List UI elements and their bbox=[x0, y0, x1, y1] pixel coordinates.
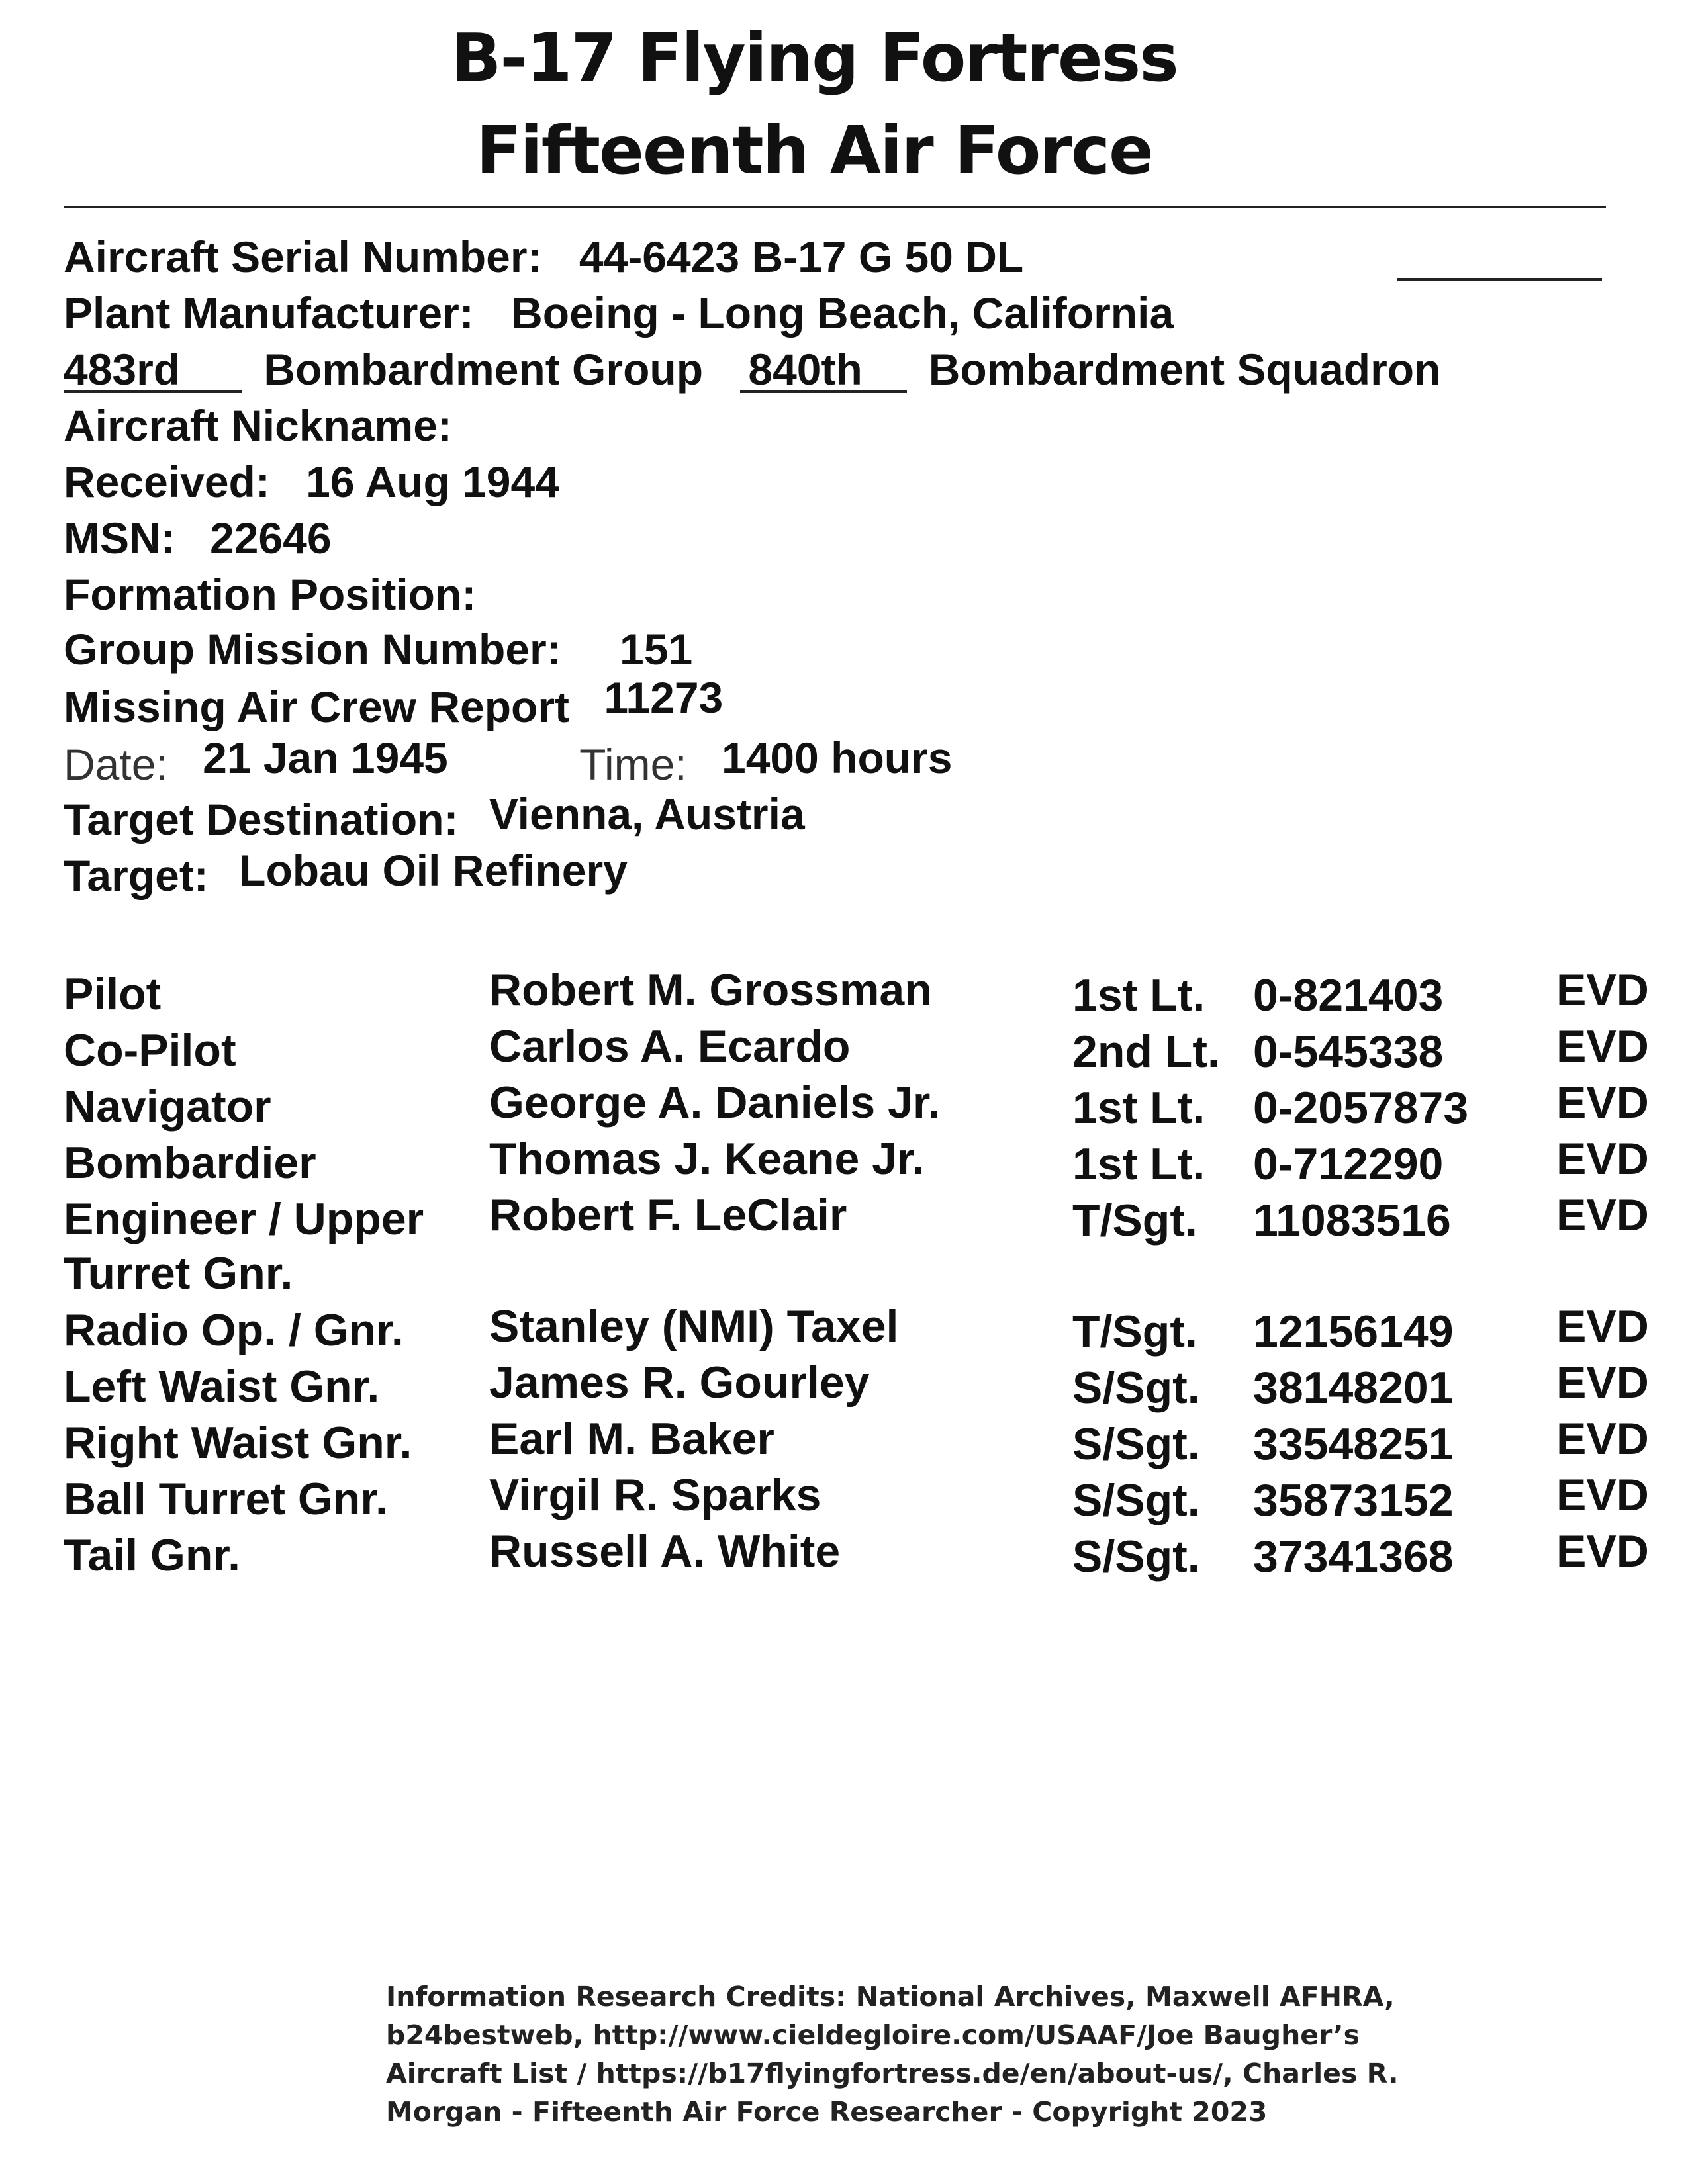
macr-value: 11273 bbox=[604, 673, 724, 722]
crew-name: Virgil R. Sparks bbox=[489, 1470, 821, 1520]
blank-underline bbox=[1397, 278, 1602, 281]
credits-line-4: Morgan - Fifteenth Air Force Researcher - Copyright 2023 bbox=[386, 2096, 1268, 2128]
time-label: Time: bbox=[579, 740, 687, 789]
target-label: Target: bbox=[64, 851, 209, 900]
time-value: 1400 hours bbox=[721, 733, 953, 782]
crew-status: EVD bbox=[1556, 1077, 1649, 1128]
crew-rank: T/Sgt. bbox=[1072, 1195, 1197, 1246]
crew-serial-number: 0-712290 bbox=[1253, 1139, 1444, 1189]
crew-status: EVD bbox=[1556, 1301, 1649, 1351]
crew-serial-number: 12156149 bbox=[1253, 1306, 1454, 1357]
crew-row bbox=[64, 1470, 1665, 1529]
crew-position: Left Waist Gnr. bbox=[64, 1361, 380, 1412]
crew-rank: T/Sgt. bbox=[1072, 1306, 1197, 1357]
date-time-row bbox=[64, 733, 953, 789]
squadron-value: 840th bbox=[740, 349, 907, 393]
crew-row bbox=[64, 1301, 1665, 1360]
crew-row bbox=[64, 1190, 1665, 1304]
crew-name: Carlos A. Ecardo bbox=[489, 1021, 851, 1071]
received-value: 16 Aug 1944 bbox=[306, 457, 559, 506]
crew-position: Tail Gnr. bbox=[64, 1530, 241, 1580]
crew-row bbox=[64, 1021, 1665, 1080]
group-row bbox=[64, 347, 1440, 393]
research-credits bbox=[386, 1978, 1399, 2131]
credits-line-3: Aircraft List / https://b17flyingfortress.de/en/about-us/, Charles R. bbox=[386, 2058, 1399, 2089]
received-row bbox=[64, 457, 559, 506]
crew-row bbox=[64, 965, 1665, 1024]
crew-serial-number: 0-2057873 bbox=[1253, 1083, 1469, 1133]
page-title-line-1: B-17 Flying Fortress bbox=[451, 19, 1178, 97]
crew-position: Ball Turret Gnr. bbox=[64, 1474, 388, 1524]
crew-rank: 1st Lt. bbox=[1072, 970, 1205, 1021]
date-value: 21 Jan 1945 bbox=[203, 733, 448, 782]
destination-row bbox=[64, 790, 805, 844]
date-label: Date: bbox=[64, 740, 168, 789]
crew-rank: 1st Lt. bbox=[1072, 1083, 1205, 1133]
crew-serial-number: 38148201 bbox=[1253, 1363, 1454, 1413]
crew-serial-number: 33548251 bbox=[1253, 1419, 1454, 1469]
crew-status: EVD bbox=[1556, 1470, 1649, 1520]
crew-status: EVD bbox=[1556, 1526, 1649, 1576]
serial-row bbox=[64, 232, 1024, 281]
nickname-label: Aircraft Nickname: bbox=[64, 401, 452, 450]
crew-position: Radio Op. / Gnr. bbox=[64, 1305, 404, 1355]
crew-name: Stanley (NMI) Taxel bbox=[489, 1301, 899, 1351]
destination-label: Target Destination: bbox=[64, 795, 459, 844]
crew-name: Robert F. LeClair bbox=[489, 1190, 847, 1240]
crew-name: Earl M. Baker bbox=[489, 1414, 774, 1464]
crew-name: James R. Gourley bbox=[489, 1357, 870, 1408]
credits-line-1: Information Research Credits: National Archives, Maxwell AFHRA, bbox=[386, 1981, 1395, 2013]
macr-label: Missing Air Crew Report bbox=[64, 682, 569, 731]
crew-row bbox=[64, 1526, 1665, 1585]
formation-label: Formation Position: bbox=[64, 570, 477, 619]
msn-value: 22646 bbox=[210, 514, 332, 563]
crew-position: Navigator bbox=[64, 1081, 271, 1132]
crew-roster bbox=[64, 965, 1665, 1585]
target-row bbox=[64, 846, 628, 900]
crew-position: Co-Pilot bbox=[64, 1025, 236, 1075]
crew-status: EVD bbox=[1556, 1357, 1649, 1408]
serial-value: 44-6423 B-17 G 50 DL bbox=[579, 232, 1024, 281]
crew-status: EVD bbox=[1556, 1134, 1649, 1184]
header-divider bbox=[64, 206, 1606, 208]
crew-rank: 1st Lt. bbox=[1072, 1139, 1205, 1189]
crew-position: Right Waist Gnr. bbox=[64, 1418, 412, 1468]
crew-name: Robert M. Grossman bbox=[489, 965, 932, 1015]
crew-status: EVD bbox=[1556, 1190, 1649, 1240]
squadron-label: Bombardment Squadron bbox=[928, 345, 1441, 394]
crew-serial-number: 0-821403 bbox=[1253, 970, 1444, 1021]
crew-serial-number: 37341368 bbox=[1253, 1531, 1454, 1582]
target-value: Lobau Oil Refinery bbox=[239, 846, 628, 895]
crew-rank: S/Sgt. bbox=[1072, 1419, 1200, 1469]
group-label: Bombardment Group bbox=[263, 345, 704, 394]
destination-value: Vienna, Austria bbox=[489, 790, 805, 839]
crew-status: EVD bbox=[1556, 1021, 1649, 1071]
crew-row bbox=[64, 1416, 1665, 1473]
nickname-row bbox=[64, 401, 452, 450]
formation-row bbox=[64, 570, 477, 619]
group-value: 483rd bbox=[64, 349, 242, 393]
crew-name: Thomas J. Keane Jr. bbox=[489, 1134, 925, 1184]
macr-row bbox=[64, 673, 724, 731]
mission-row bbox=[64, 625, 693, 674]
crew-row bbox=[64, 1136, 1665, 1193]
crew-status: EVD bbox=[1556, 1414, 1649, 1464]
crew-name: George A. Daniels Jr. bbox=[489, 1077, 941, 1128]
crew-serial-number: 0-545338 bbox=[1253, 1026, 1444, 1077]
crew-position: Bombardier bbox=[64, 1138, 316, 1188]
crew-rank: 2nd Lt. bbox=[1072, 1026, 1220, 1077]
mission-value: 151 bbox=[620, 625, 693, 674]
msn-label: MSN: bbox=[64, 514, 175, 563]
credits-line-2: b24bestweb, http://www.cieldegloire.com/USAAF/Joe Baugher’s bbox=[386, 2019, 1360, 2051]
crew-position: Pilot bbox=[64, 969, 162, 1019]
crew-serial-number: 11083516 bbox=[1253, 1195, 1451, 1246]
crew-serial-number: 35873152 bbox=[1253, 1475, 1454, 1525]
crew-position: Engineer / Upper Turret Gnr. bbox=[64, 1194, 424, 1298]
crew-name: Russell A. White bbox=[489, 1526, 841, 1576]
mission-label: Group Mission Number: bbox=[64, 625, 561, 674]
crew-rank: S/Sgt. bbox=[1072, 1475, 1200, 1525]
serial-label: Aircraft Serial Number: bbox=[64, 232, 542, 281]
plant-label: Plant Manufacturer: bbox=[64, 289, 474, 338]
received-label: Received: bbox=[64, 457, 270, 506]
plant-row bbox=[64, 289, 1174, 338]
msn-row bbox=[64, 514, 332, 563]
crew-rank: S/Sgt. bbox=[1072, 1363, 1200, 1413]
crew-status: EVD bbox=[1556, 965, 1649, 1015]
plant-value: Boeing - Long Beach, California bbox=[511, 289, 1174, 338]
page-title-line-2: Fifteenth Air Force bbox=[476, 112, 1152, 189]
crew-rank: S/Sgt. bbox=[1072, 1531, 1200, 1582]
crew-row bbox=[64, 1357, 1665, 1416]
crew-row bbox=[64, 1077, 1665, 1136]
